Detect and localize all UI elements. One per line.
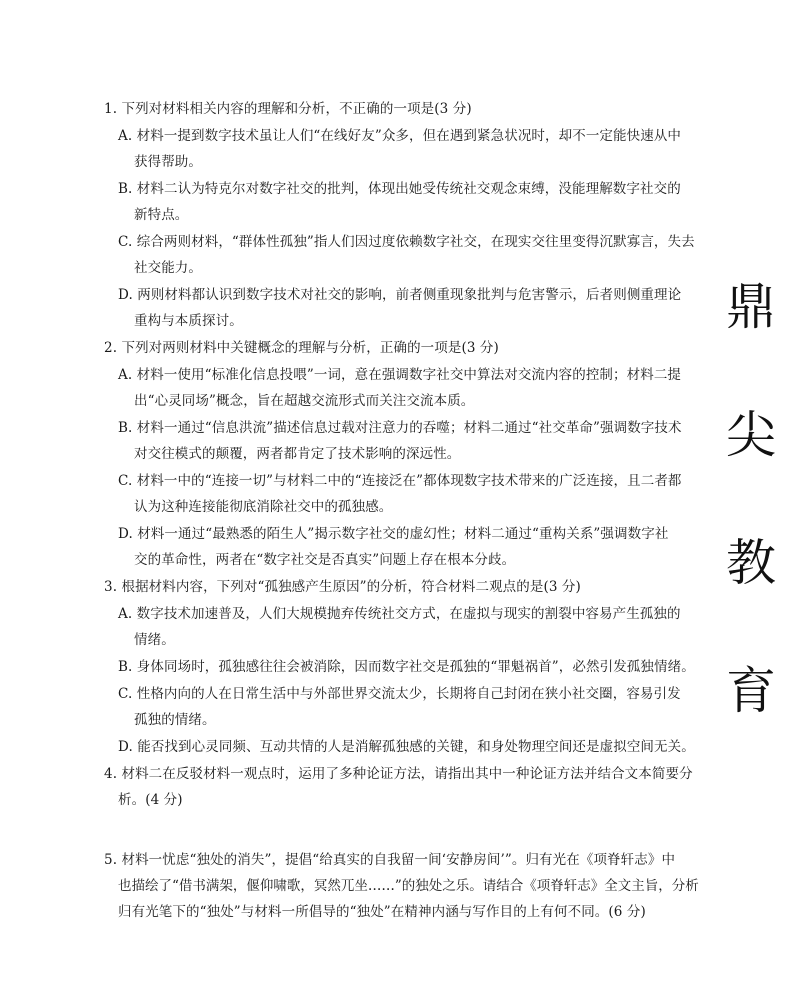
question-3-option-a: A. 数字技术加速普及，人们大规模抛弃传统社交方式，在虚拟与现实的割裂中容易产生孤独的	[118, 606, 681, 622]
question-2-option-d: D. 材料一通过“最熟悉的陌生人”揭示数字社交的虚幻性；材料二通过“重构关系”强调数字社	[118, 526, 669, 542]
question-1-option-b: B. 材料二认为特克尔对数字社交的批判，体现出她受传统社交观念束缚，没能理解数字社交的	[118, 181, 681, 197]
question-1-stem: 1. 下列对材料相关内容的理解和分析，不正确的一项是(3 分)	[104, 101, 472, 117]
question-2-option-c-cont: 认为这种连接能彻底消除社交中的孤独感。	[134, 499, 393, 515]
question-3-stem: 3. 根据材料内容，下列对“孤独感产生原因”的分析，符合材料二观点的是(3 分)	[104, 579, 581, 595]
watermark-char-4: 育	[726, 662, 776, 720]
watermark-char-2: 尖	[726, 406, 776, 464]
question-4-stem: 4. 材料二在反驳材料一观点时，运用了多种论证方法，请指出其中一种论证方法并结合文本简要分	[104, 766, 693, 782]
question-1-option-d-cont: 重构与本质探讨。	[134, 313, 243, 329]
question-2-option-a-cont: 出“心灵同场”概念，旨在超越交流形式而关注交流本质。	[134, 393, 475, 409]
question-5-stem: 5. 材料一忧虑“独处的消失”，提倡“给真实的自我留一间‘安静房间’”。归有光在《项脊轩志》中	[104, 852, 676, 868]
question-4-stem-cont: 析。(4 分)	[118, 792, 183, 808]
question-2-option-c: C. 材料一中的“连接一切”与材料二中的“连接泛在”都体现数字技术带来的广泛连接，且二者都	[118, 473, 682, 489]
question-2-option-b-cont: 对交往模式的颠覆，两者都肯定了技术影响的深远性。	[134, 446, 461, 462]
question-2-stem: 2. 下列对两则材料中关键概念的理解与分析，正确的一项是(3 分)	[104, 340, 499, 356]
question-1-option-b-cont: 新特点。	[134, 207, 189, 223]
question-5-stem-cont-2: 归有光笔下的“独处”与材料一所倡导的“独处”在精神内涵与写作目的上有何不同。(6 分)	[118, 904, 646, 920]
question-2-option-a: A. 材料一使用“标准化信息投喂”一词，意在强调数字社交中算法对交流内容的控制；材料二提	[118, 367, 682, 383]
question-3-option-d: D. 能否找到心灵同频、互动共情的人是消解孤独感的关键，和身处物理空间还是虚拟空间无关。	[118, 739, 695, 755]
question-2-option-b: B. 材料一通过“信息洪流”描述信息过载对注意力的吞噬；材料二通过“社交革命”强调数字技术	[118, 420, 682, 436]
watermark-char-3: 教	[726, 534, 776, 592]
question-3-option-c-cont: 孤独的情绪。	[134, 712, 216, 728]
question-1-option-a: A. 材料一提到数字技术虽让人们“在线好友”众多，但在遇到紧急状况时，却不一定能快速从中	[118, 128, 682, 144]
question-3-option-a-cont: 情绪。	[134, 632, 175, 648]
question-1-option-c-cont: 社交能力。	[134, 260, 202, 276]
question-2-option-d-cont: 交的革命性，两者在“数字社交是否真实”问题上存在根本分歧。	[134, 552, 516, 568]
question-5-stem-cont-1: 也描绘了“借书满架，偃仰啸歌，冥然兀坐……”的独处之乐。请结合《项脊轩志》全文主旨，分析	[118, 878, 699, 894]
question-3-option-c: C. 性格内向的人在日常生活中与外部世界交流太少，长期将自己封闭在狭小社交圈，容易引发	[118, 686, 681, 702]
question-3-option-b: B. 身体同场时，孤独感往往会被消除，因而数字社交是孤独的“罪魁祸首”，必然引发孤独情绪。	[118, 659, 695, 675]
question-1-option-d: D. 两则材料都认识到数字技术对社交的影响，前者侧重现象批判与危害警示，后者则侧重理论	[118, 287, 682, 303]
watermark-char-1: 鼎	[726, 278, 776, 336]
question-1-option-a-cont: 获得帮助。	[134, 154, 202, 170]
question-1-option-c: C. 综合两则材料，“群体性孤独”指人们因过度依赖数字社交，在现实交往里变得沉默寡言，失去	[118, 234, 695, 250]
